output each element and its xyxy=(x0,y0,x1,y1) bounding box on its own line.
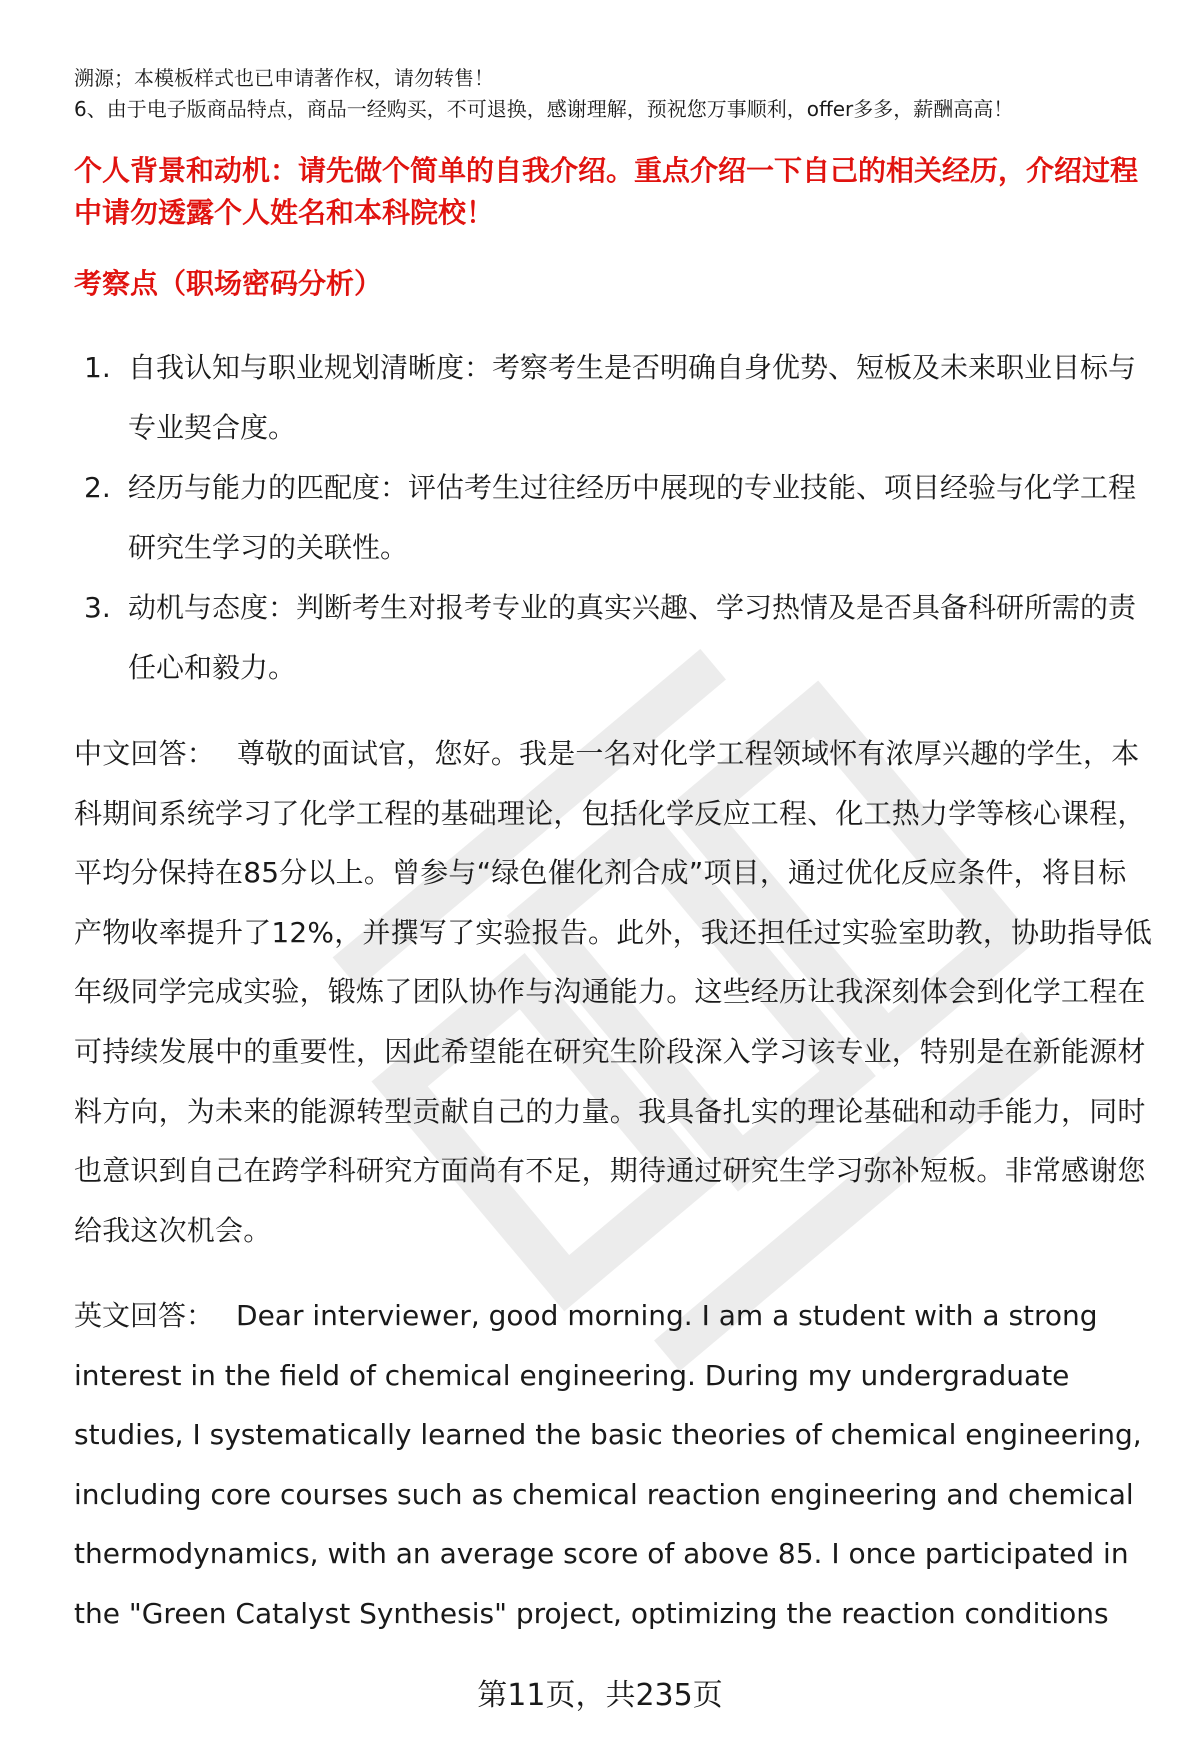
assessment-item-number: 3. xyxy=(84,591,111,624)
assessment-item xyxy=(84,578,1144,698)
chinese-answer xyxy=(74,724,1154,1260)
assessment-item-text: 自我认知与职业规划清晰度：考察考生是否明确自身优势、短板及未来职业目标与专业契合度。 xyxy=(128,351,1137,444)
assessment-item-text: 经历与能力的匹配度：评估考生过往经历中展现的专业技能、项目经验与化学工程研究生学习的关联性。 xyxy=(128,471,1137,564)
assessment-heading: 考察点（职场密码分析） xyxy=(74,267,383,300)
question-title: 个人背景和动机：请先做个简单的自我介绍。重点介绍一下自己的相关经历，介绍过程中请勿透露个人姓名和本科院校！ xyxy=(74,154,1139,229)
chinese-answer-text: 尊敬的面试官，您好。我是一名对化学工程领域怀有浓厚兴趣的学生，本科期间系统学习了化学工程的基础理论，包括化学反应工程、化工热力学等核心课程，平均分保持在85分以上。曾参与“绿色催化剂合成”项目，通过优化反应条件，将目标产物收率提升了12%，并撰写了实验报告。此外，我还担任过实验室助教，协助指导低年级同学完成实验，锻炼了团队协作与沟通能力。这些经历让我深刻体会到化学工程在可持续发展中的重要性，因此希望能在研究生阶段深入学习该专业，特别是在新能源材料方向，为未来的能源转型贡献自己的力量。我具备扎实的理论基础和动手能力，同时也意识到自己在跨学科研究方面尚有不足，期待通过研究生学习弥补短板。非常感谢您给我这次机会。 xyxy=(74,737,1153,1247)
assessment-item xyxy=(84,338,1144,458)
assessment-item-number: 1. xyxy=(84,351,111,384)
english-answer-text: Dear interviewer, good morning. I am a student with a strong interest in the field of chemical engineering. During my undergraduate studies, I systematically learned the basic theories of chemical engineering, including core courses such as chemical reaction engineering and chemical thermodynamics, with an average score of above 85. I once participated in the "Green Catalyst Synthesis" project, optimizing the reaction conditions xyxy=(74,1299,1142,1630)
assessment-item-text: 动机与态度：判断考生对报考专业的真实兴趣、学习热情及是否具备科研所需的责任心和毅力。 xyxy=(128,591,1137,684)
page-number-footer: 第11页，共235页 xyxy=(477,1678,723,1713)
english-answer-label: 英文回答： xyxy=(74,1299,215,1332)
assessment-list xyxy=(84,338,1144,698)
assessment-item-number: 2. xyxy=(84,471,111,504)
assessment-item xyxy=(84,458,1144,578)
chinese-answer-label: 中文回答： xyxy=(74,737,216,770)
english-answer xyxy=(74,1286,1154,1644)
notice-line-1: 溯源；本模板样式也已申请著作权，请勿转售！ xyxy=(74,66,494,90)
notice-line-2: 6、由于电子版商品特点，商品一经购买，不可退换，感谢理解，预祝您万事顺利，offer多多，薪酬高高！ xyxy=(74,97,1014,121)
